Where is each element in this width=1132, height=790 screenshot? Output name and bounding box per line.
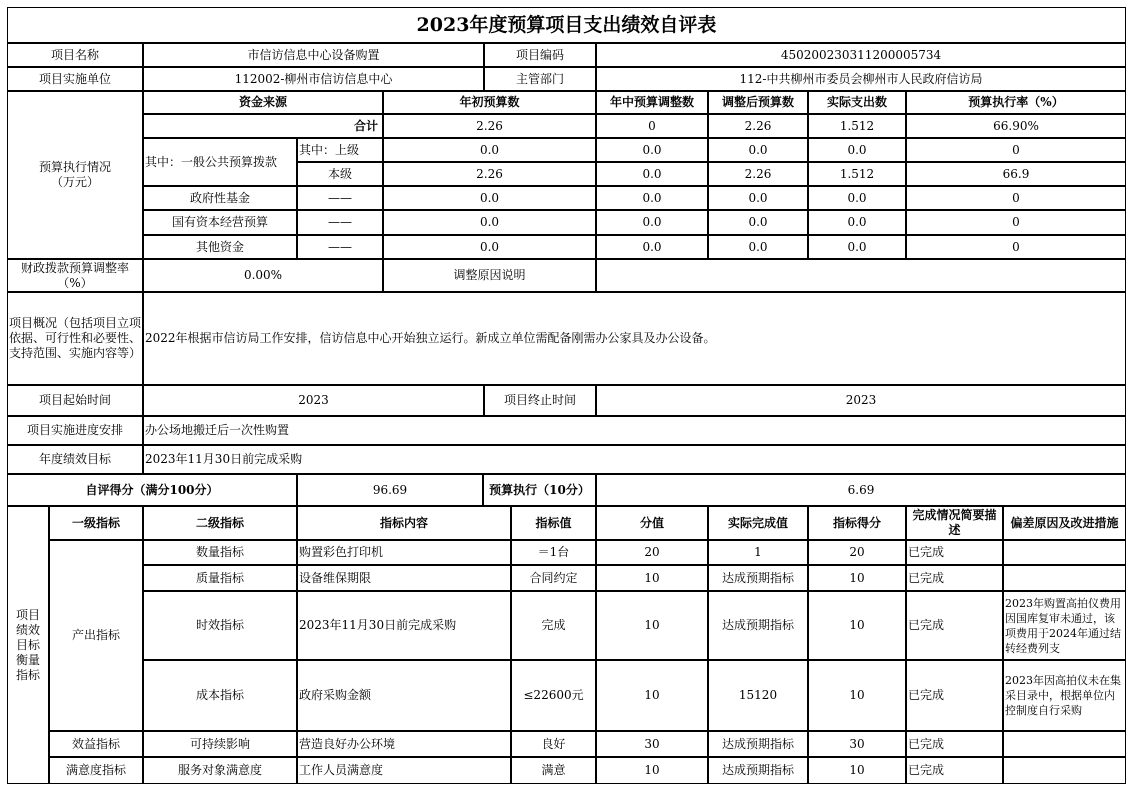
adjust-reason-value: [596, 259, 1126, 292]
total-initial: 2.26: [383, 114, 596, 138]
benefit-indicator-label: 效益指标: [49, 731, 143, 757]
indicator-level2: 数量指标: [143, 540, 297, 565]
self-score-label: 自评得分（满分100分）: [7, 474, 297, 506]
indicator-completion: 已完成: [906, 565, 1003, 591]
indicator-points: 10: [596, 591, 708, 660]
indicator-value: 满意: [511, 757, 596, 784]
indicator-deviation: [1003, 731, 1126, 757]
project-name-label: 项目名称: [7, 43, 143, 67]
indicator-points: 30: [596, 731, 708, 757]
total-adjusted: 2.26: [708, 114, 808, 138]
indicator-deviation: [1003, 757, 1126, 784]
indicator-value: 完成: [511, 591, 596, 660]
start-time-label: 项目起始时间: [7, 385, 143, 416]
dept-value: 112-中共柳州市委员会柳州市人民政府信访局: [596, 67, 1126, 91]
state-capital-mid-adjust: 0.0: [596, 210, 708, 235]
adjust-reason-label: 调整原因说明: [383, 259, 596, 292]
indicator-completion: 已完成: [906, 757, 1003, 784]
indicator-level2: 服务对象满意度: [143, 757, 297, 784]
goal-text: 2023年11月30日前完成采购: [143, 445, 1126, 474]
local-adjusted: 2.26: [708, 162, 808, 186]
impl-unit-value: 112002-柳州市信访信息中心: [143, 67, 484, 91]
end-time-value: 2023: [596, 385, 1126, 416]
upper-adjusted: 0.0: [708, 138, 808, 162]
goal-label: 年度绩效目标: [7, 445, 143, 474]
header-actual: 实际完成值: [708, 506, 808, 540]
indicator-actual: 达成预期指标: [708, 757, 808, 784]
indicator-score: 20: [808, 540, 906, 565]
performance-table: [7, 7, 1126, 784]
header-fund-source: 资金来源: [143, 91, 383, 114]
indicator-actual: 达成预期指标: [708, 591, 808, 660]
gov-fund-rate: 0: [906, 186, 1126, 210]
indicator-score: 10: [808, 660, 906, 731]
gov-fund-adjusted: 0.0: [708, 186, 808, 210]
indicator-content: 工作人员满意度: [297, 757, 511, 784]
indicator-completion: 已完成: [906, 540, 1003, 565]
gov-fund-label: 政府性基金: [143, 186, 297, 210]
indicator-deviation: [1003, 565, 1126, 591]
indicator-value: 良好: [511, 731, 596, 757]
gov-fund-initial: 0.0: [383, 186, 596, 210]
header-points: 分值: [596, 506, 708, 540]
header-score: 指标得分: [808, 506, 906, 540]
output-indicator-label: 产出指标: [49, 540, 143, 731]
other-fund-label: 其他资金: [143, 235, 297, 259]
indicator-deviation: 2023年因高拍仪未在集采目录中，根据单位内控制度自行采购: [1003, 660, 1126, 731]
state-capital-initial: 0.0: [383, 210, 596, 235]
state-capital-label: 国有资本经营预算: [143, 210, 297, 235]
project-name-value: 市信访信息中心设备购置: [143, 43, 484, 67]
local-rate: 66.9: [906, 162, 1126, 186]
state-capital-adjusted: 0.0: [708, 210, 808, 235]
indicator-score: 30: [808, 731, 906, 757]
schedule-label: 项目实施进度安排: [7, 416, 143, 445]
header-content: 指标内容: [297, 506, 511, 540]
state-capital-rate: 0: [906, 210, 1126, 235]
local-initial: 2.26: [383, 162, 596, 186]
self-score-value: 96.69: [297, 474, 483, 506]
local-label: 本级: [297, 162, 383, 186]
indicator-points: 10: [596, 757, 708, 784]
header-adjusted-budget: 调整后预算数: [708, 91, 808, 114]
indicator-score: 10: [808, 565, 906, 591]
indicator-completion: 已完成: [906, 591, 1003, 660]
total-actual: 1.512: [808, 114, 906, 138]
upper-mid-adjust: 0.0: [596, 138, 708, 162]
indicator-content: 购置彩色打印机: [297, 540, 511, 565]
indicator-completion: 已完成: [906, 731, 1003, 757]
general-budget-label: 其中：一般公共预算拨款: [143, 138, 297, 186]
indicator-actual: 15120: [708, 660, 808, 731]
header-deviation: 偏差原因及改进措施: [1003, 506, 1126, 540]
adjust-rate-label: 财政拨款预算调整率 （%）: [7, 259, 143, 292]
local-mid-adjust: 0.0: [596, 162, 708, 186]
schedule-text: 办公场地搬迁后一次性购置: [143, 416, 1126, 445]
indicator-points: 20: [596, 540, 708, 565]
local-actual: 1.512: [808, 162, 906, 186]
other-fund-actual: 0.0: [808, 235, 906, 259]
indicator-value: ＝1台: [511, 540, 596, 565]
indicator-content: 设备维保期限: [297, 565, 511, 591]
header-level2: 二级指标: [143, 506, 297, 540]
other-fund-rate: 0: [906, 235, 1126, 259]
header-initial-budget: 年初预算数: [383, 91, 596, 114]
gov-fund-mid-adjust: 0.0: [596, 186, 708, 210]
impl-unit-label: 项目实施单位: [7, 67, 143, 91]
header-value: 指标值: [511, 506, 596, 540]
other-fund-initial: 0.0: [383, 235, 596, 259]
overview-label: 项目概况（包括项目立项依据、可行性和必要性、支持范围、实施内容等）: [7, 292, 143, 385]
indicator-completion: 已完成: [906, 660, 1003, 731]
upper-label: 其中：上级: [297, 138, 383, 162]
budget-exec-value: 6.69: [596, 474, 1126, 506]
overview-text: 2022年根据市信访局工作安排，信访信息中心开始独立运行。新成立单位需配备刚需办公家具及办公设备。: [143, 292, 1126, 385]
header-level1: 一级指标: [49, 506, 143, 540]
total-rate: 66.90%: [906, 114, 1126, 138]
total-label: 合计: [143, 114, 383, 138]
indicator-actual: 达成预期指标: [708, 731, 808, 757]
other-fund-mid-adjust: 0.0: [596, 235, 708, 259]
header-completion: 完成情况简要描述: [906, 506, 1003, 540]
indicator-points: 10: [596, 660, 708, 731]
indicator-actual: 达成预期指标: [708, 565, 808, 591]
indicator-score: 10: [808, 757, 906, 784]
indicator-deviation: 2023年购置高拍仪费用因国库复审未通过，该项费用于2024年通过结转经费列支: [1003, 591, 1126, 660]
header-mid-adjust: 年中预算调整数: [596, 91, 708, 114]
gov-fund-actual: 0.0: [808, 186, 906, 210]
project-code-label: 项目编码: [484, 43, 596, 67]
upper-rate: 0: [906, 138, 1126, 162]
budget-section-label: 预算执行情况 （万元）: [7, 91, 143, 259]
page-title: 2023年度预算项目支出绩效自评表: [7, 7, 1126, 43]
indicator-value: 合同约定: [511, 565, 596, 591]
other-fund-adjusted: 0.0: [708, 235, 808, 259]
header-actual-spend: 实际支出数: [808, 91, 906, 114]
start-time-value: 2023: [143, 385, 484, 416]
indicator-score: 10: [808, 591, 906, 660]
indicator-content: 2023年11月30日前完成采购: [297, 591, 511, 660]
indicator-points: 10: [596, 565, 708, 591]
total-mid-adjust: 0: [596, 114, 708, 138]
satisfaction-indicator-label: 满意度指标: [49, 757, 143, 784]
budget-exec-label: 预算执行（10分）: [483, 474, 596, 506]
other-fund-dash: ——: [297, 235, 383, 259]
state-capital-actual: 0.0: [808, 210, 906, 235]
indicators-side-label: 项目绩效目标衡量指标: [7, 506, 49, 784]
indicator-level2: 质量指标: [143, 565, 297, 591]
gov-fund-dash: ——: [297, 186, 383, 210]
project-code-value: 450200230311200005734: [596, 43, 1126, 67]
header-exec-rate: 预算执行率（%）: [906, 91, 1126, 114]
indicator-level2: 时效指标: [143, 591, 297, 660]
upper-actual: 0.0: [808, 138, 906, 162]
indicator-content: 政府采购金额: [297, 660, 511, 731]
adjust-rate-value: 0.00%: [143, 259, 383, 292]
indicator-level2: 成本指标: [143, 660, 297, 731]
end-time-label: 项目终止时间: [484, 385, 596, 416]
upper-initial: 0.0: [383, 138, 596, 162]
indicator-value: ≤22600元: [511, 660, 596, 731]
indicator-deviation: [1003, 540, 1126, 565]
indicator-level2: 可持续影响: [143, 731, 297, 757]
dept-label: 主管部门: [484, 67, 596, 91]
indicator-content: 营造良好办公环境: [297, 731, 511, 757]
state-capital-dash: ——: [297, 210, 383, 235]
indicator-actual: 1: [708, 540, 808, 565]
